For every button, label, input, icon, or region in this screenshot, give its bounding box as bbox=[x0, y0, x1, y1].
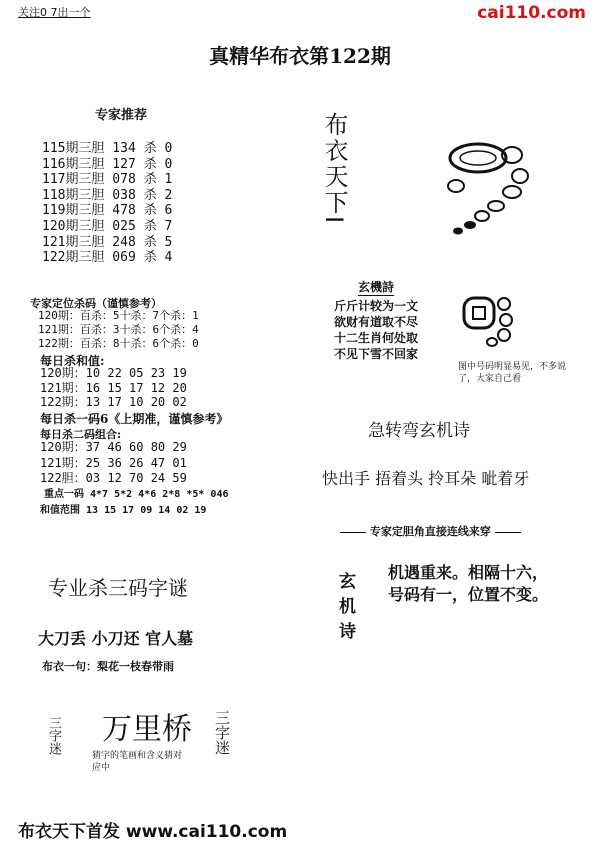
sum-range: 和值范围 13 15 17 09 14 02 19 bbox=[40, 505, 207, 516]
note-text: 图中号码明显易见，不多说了，大家自己看 bbox=[458, 362, 567, 384]
two-code-row: 122胆：03 12 70 24 59 bbox=[40, 471, 187, 485]
expert-list bbox=[42, 141, 172, 266]
two-code-list bbox=[40, 440, 187, 487]
dash-left bbox=[340, 532, 366, 533]
two-code-row: 121期：25 36 26 47 01 bbox=[40, 455, 187, 470]
poem-line: 斤斤计较为一文 bbox=[334, 299, 419, 313]
riddle-line: 大刀丢 小刀还 官人墓 bbox=[38, 629, 194, 648]
poem-list bbox=[334, 298, 418, 362]
riddle2-list bbox=[388, 562, 548, 606]
footer-text: 布衣天下首发 www.cai110.com bbox=[18, 822, 288, 842]
position-title: 专家定位杀码（谨慎参考） bbox=[30, 297, 162, 310]
jizhuan-title: 急转弯玄机诗 bbox=[368, 421, 470, 441]
riddle-title: 专业杀三码字谜 bbox=[48, 576, 188, 600]
three-char-right: 三字迷 bbox=[213, 710, 231, 755]
buyi-line: 布衣一句：梨花一枝春带雨 bbox=[42, 660, 174, 673]
expert-row: 122期三胆 069 杀 4 bbox=[42, 250, 173, 266]
two-code-row: 120期：37 46 60 80 29 bbox=[40, 440, 187, 454]
three-char-left: 三字迷 bbox=[46, 716, 61, 755]
position-row: 120期：百杀：5十杀：7个杀：1 bbox=[38, 309, 199, 322]
poem-line: 欲财有道取不尽 bbox=[334, 315, 419, 329]
page-title: 真精华布衣第122期 bbox=[209, 44, 391, 68]
sum-row: 122期：13 17 10 20 02 bbox=[40, 395, 187, 409]
daily-one: 每日杀一码6《上期准，谨慎参考》 bbox=[40, 412, 229, 426]
riddle2-line: 机遇重来。相隔十六， bbox=[388, 563, 549, 582]
dash-right bbox=[495, 532, 521, 533]
poem-line: 不见下雪不回家 bbox=[334, 347, 419, 361]
buyi-vertical: 布衣天下I bbox=[320, 112, 348, 226]
expert-row: 118期三胆 038 杀 2 bbox=[42, 187, 173, 203]
poem-line: 十二生肖何处取 bbox=[334, 331, 419, 345]
watermark: cai110.com bbox=[477, 3, 586, 23]
expert-title: 专家推荐 bbox=[95, 108, 148, 123]
sum-title: 每日杀和值: bbox=[40, 354, 105, 368]
two-code-title: 每日杀二码组合: bbox=[40, 428, 122, 441]
expert-line-text: 专家定胆角直接连线来穿 bbox=[369, 525, 491, 538]
sum-row: 121期：16 15 17 12 20 bbox=[40, 380, 187, 395]
expert-row: 117期三胆 078 杀 1 bbox=[42, 172, 173, 188]
expert-row: 115期三胆 134 杀 0 bbox=[42, 141, 173, 156]
expert-line bbox=[340, 523, 521, 539]
expert-row: 121期三胆 248 杀 5 bbox=[42, 234, 173, 250]
xuanji-vertical: 玄机诗 bbox=[335, 572, 355, 647]
expert-row: 120期三胆 025 杀 7 bbox=[42, 218, 173, 234]
position-row: 121期：百杀：3十杀：6个杀：4 bbox=[38, 323, 199, 336]
position-list bbox=[38, 309, 199, 351]
position-row: 122期：百杀：8十杀：6个杀：0 bbox=[38, 337, 199, 350]
key-code: 重点一码 4*7 5*2 4*6 2*8 *5* 046 bbox=[44, 489, 229, 500]
expert-row: 119期三胆 478 杀 6 bbox=[42, 203, 173, 219]
riddle2-line: 号码有一，位置不变。 bbox=[388, 585, 549, 604]
hint-text: 猜字的笔画和含义猜对应中 bbox=[92, 751, 183, 773]
sum-row: 120期：10 22 05 23 19 bbox=[40, 366, 187, 380]
coin-drawing bbox=[460, 290, 520, 350]
expert-row: 116期三胆 127 杀 0 bbox=[42, 156, 173, 172]
ring-chain-drawing bbox=[440, 130, 540, 240]
sum-list bbox=[40, 366, 187, 410]
xuanji-title: 玄機詩 bbox=[358, 280, 395, 294]
wanliqiao-text: 万里桥 bbox=[102, 712, 192, 747]
top-note: 关注0 7出一个 bbox=[18, 6, 91, 19]
jizhuan-line: 快出手 捂着头 拎耳朵 呲着牙 bbox=[322, 469, 530, 488]
